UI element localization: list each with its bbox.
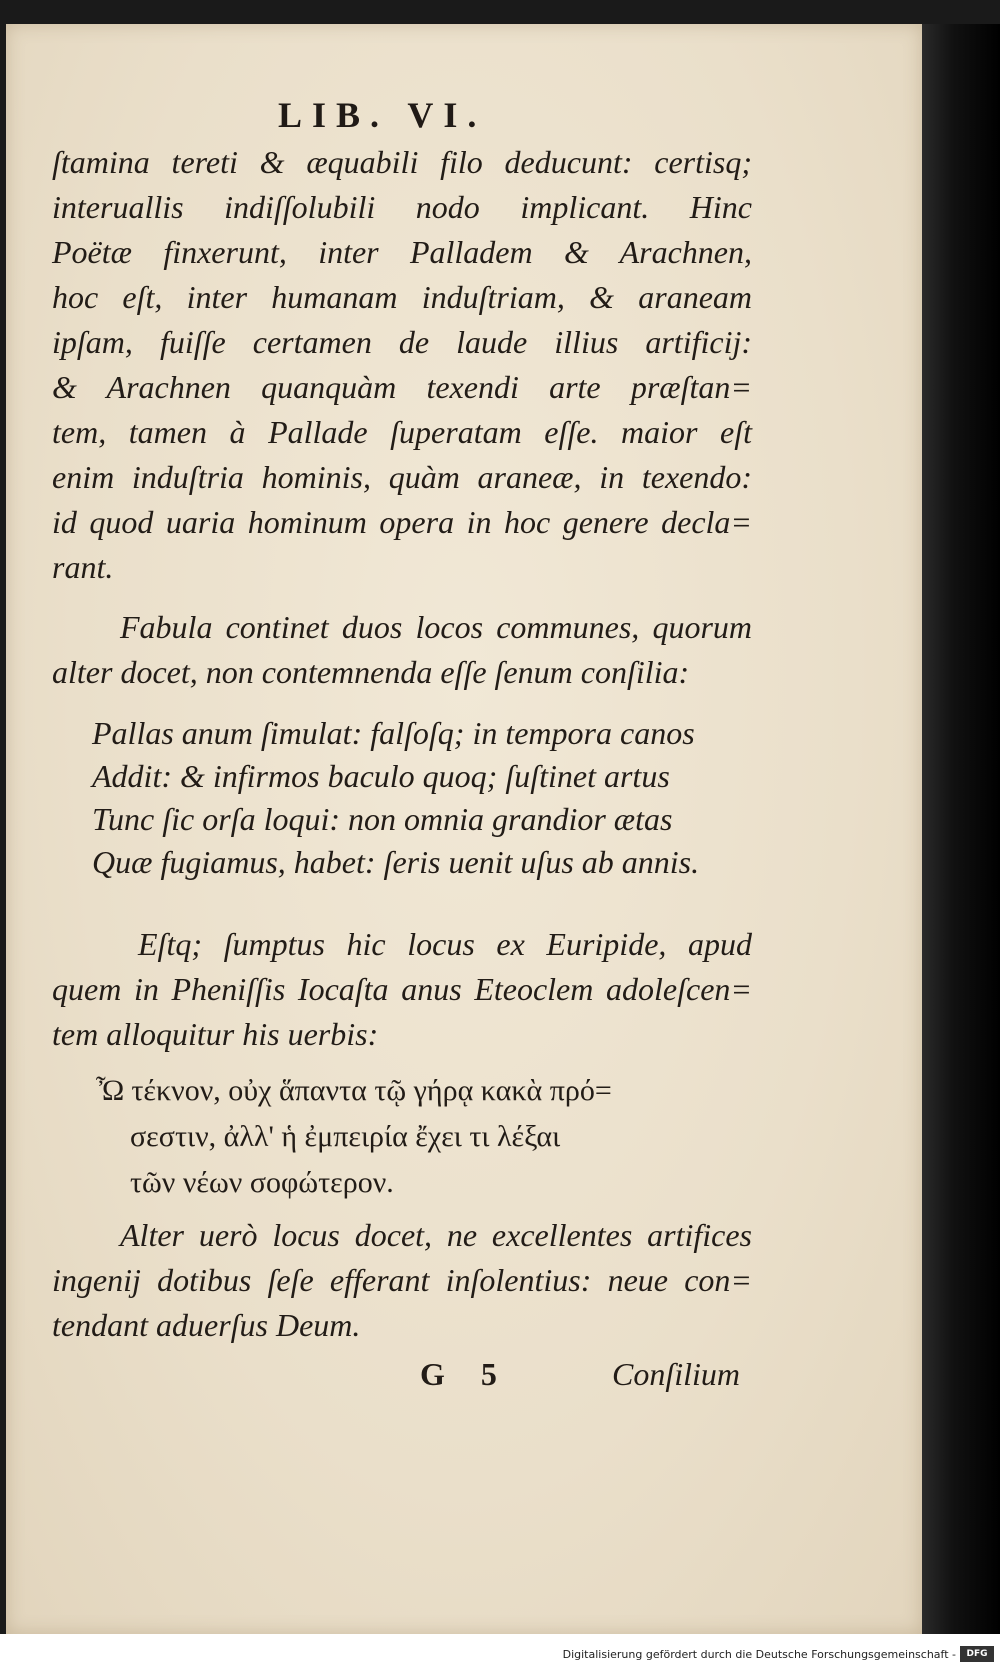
running-head: LIB. VI. — [278, 95, 487, 135]
greek-line: Ὦ τέκνον, οὐχ ἅπαντα τῷ γήρᾳ κακὰ πρό= — [96, 1074, 612, 1107]
verse-line: Quæ fugiamus, habet: ſeris uenit uſus ab annis. — [92, 844, 700, 880]
text-line: ſtamina tereti & æquabili filo deducunt: certisq; — [52, 144, 752, 180]
verse-line: Addit: & infirmos baculo quoq; ſuſtinet artus — [92, 758, 670, 794]
catchline — [0, 1356, 1000, 1402]
greek-line: σεστιν, ἀλλ' ἡ ἐμπειρία ἔχει τι λέξαι — [130, 1120, 561, 1153]
text-line: & Arachnen quanquàm texendi arte præſtan= — [52, 369, 752, 405]
greek-quotation — [96, 1068, 696, 1206]
verse-quotation — [92, 712, 752, 884]
footer-bar — [0, 1634, 1000, 1677]
dfg-logo: DFG — [960, 1646, 994, 1662]
paragraph-4 — [52, 1213, 752, 1348]
text-line: Eſtq; ſumptus hic locus ex Euripide, apud — [138, 926, 752, 962]
greek-line: τῶν νέων σοφώτερον. — [130, 1166, 394, 1199]
text-line: id quod uaria hominum opera in hoc genere decla= — [52, 504, 752, 540]
text-line: tem alloquitur his uerbis: — [52, 1016, 379, 1052]
paragraph-1 — [52, 140, 752, 590]
text-line: tendant aduerſus Deum. — [52, 1307, 361, 1343]
signature-mark: G 5 — [420, 1356, 511, 1392]
text-line: enim induſtria hominis, quàm araneæ, in texendo: — [52, 459, 752, 495]
paragraph-3 — [52, 922, 752, 1057]
paragraph-2 — [52, 605, 752, 695]
text-line: quem in Pheniſſis Iocaſta anus Eteoclem adoleſcen= — [52, 971, 752, 1007]
text-line: tem, tamen à Pallade ſuperatam eſſe. maior eſt — [52, 414, 752, 450]
text-line: Alter uerò locus docet, ne excellentes artifices — [120, 1217, 752, 1253]
catchword: Conſilium — [612, 1356, 741, 1392]
text-line: hoc eſt, inter humanam induſtriam, & araneam — [52, 279, 752, 315]
text-line: Poëtæ finxerunt, inter Palladem & Arachnen, — [52, 234, 752, 270]
text-line: rant. — [52, 549, 114, 585]
text-line: alter docet, non contemnenda eſſe ſenum conſilia: — [52, 654, 690, 690]
text-line: interuallis indiſſolubili nodo implicant. Hinc — [52, 189, 752, 225]
verse-line: Pallas anum ſimulat: falſoſq; in tempora canos — [92, 715, 695, 751]
verse-line: Tunc ſic orſa loqui: non omnia grandior ætas — [92, 801, 673, 837]
text-line: ingenij dotibus ſeſe efferant inſolentius: neue con= — [52, 1262, 752, 1298]
text-line: Fabula continet duos locos communes, quorum — [120, 609, 752, 645]
footer-credit: Digitalisierung gefördert durch die Deutsche Forschungsgemeinschaft - — [562, 1648, 956, 1661]
text-line: ipſam, fuiſſe certamen de laude illius artificij: — [52, 324, 752, 360]
